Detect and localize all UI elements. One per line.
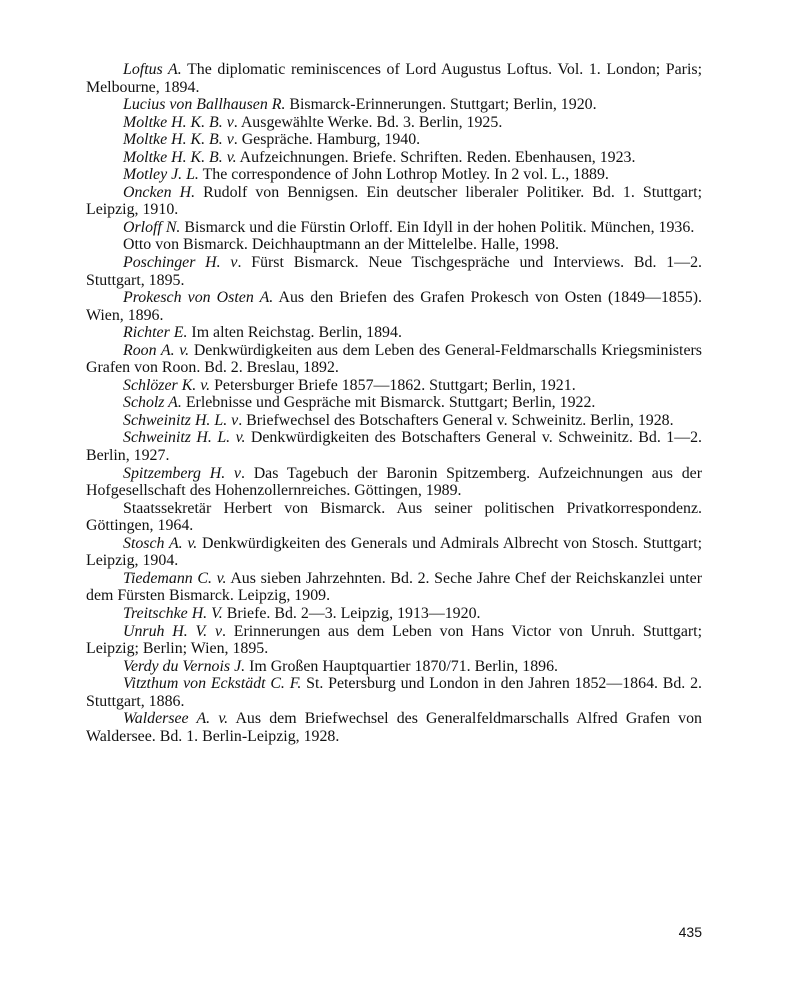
bibliography-entry — [86, 324, 702, 342]
bibliography-entry — [86, 710, 702, 745]
entry-author: Vitzthum von Eckstädt C. F. — [123, 675, 302, 693]
entry-text: . Erinnerungen aus dem Leben von Hans Victor von Unruh. Stuttgart; Leipzig; Berlin; Wien, 1895. — [86, 622, 702, 658]
bibliography-entry — [86, 236, 702, 254]
entry-text: . Briefwechsel des Botschafters General v. Schweinitz. Berlin, 1928. — [238, 411, 674, 429]
entry-text: Aufzeichnungen. Briefe. Schriften. Reden. Ebenhausen, 1923. — [236, 148, 636, 166]
entry-author: Schlözer K. v. — [123, 376, 211, 394]
bibliography-entry — [86, 605, 702, 623]
bibliography-entry — [86, 114, 702, 132]
bibliography-entry — [86, 623, 702, 658]
entry-author: Spitzemberg H. v — [123, 464, 241, 482]
entry-text: . Fürst Bismarck. Neue Tischgespräche und Interviews. Bd. 1—2. Stuttgart, 1895. — [86, 254, 702, 289]
bibliography-entry — [86, 394, 702, 412]
entry-author: Moltke H. K. B. v — [123, 113, 234, 131]
bibliography-entry — [86, 465, 702, 500]
entry-author: Unruh H. V. v — [123, 622, 222, 640]
entry-author: Verdy du Vernois J. — [123, 657, 246, 675]
entry-text: Im Großen Hauptquartier 1870/71. Berlin, 1896. — [245, 657, 559, 675]
entry-author: Moltke H. K. B. v. — [123, 148, 237, 166]
bibliography-entry — [86, 149, 702, 167]
entry-text: St. Petersburg und London in den Jahren 1852—1864. Bd. 2. Stuttgart, 1886. — [86, 675, 702, 710]
entry-text: Briefe. Bd. 2—3. Leipzig, 1913—1920. — [222, 604, 481, 622]
entry-author: Oncken H. — [123, 183, 196, 201]
bibliography-entry — [86, 570, 702, 605]
entry-text: Denkwürdigkeiten aus dem Leben des General-Feldmarschalls Kriegsministers Grafen von Roon. Bd. 2. Breslau, 1892. — [86, 341, 702, 377]
bibliography-entry — [86, 429, 702, 464]
bibliography-entry — [86, 131, 702, 149]
entry-author: Poschinger H. v — [123, 254, 238, 272]
entry-text: Rudolf von Bennigsen. Ein deutscher liberaler Politiker. Bd. 1. Stuttgart; Leipzig, 1910. — [86, 183, 702, 219]
entry-text: Denkwürdigkeiten des Botschafters General v. Schweinitz. Bd. 1—2. Berlin, 1927. — [86, 429, 702, 465]
entry-text: Aus dem Briefwechsel des Generalfeldmarschalls Alfred Grafen von Waldersee. Bd. 1. Berlin-Leipzig, 1928. — [86, 710, 703, 745]
bibliography-entry — [86, 289, 702, 324]
entry-text: Bismarck-Erinnerungen. Stuttgart; Berlin, 1920. — [285, 96, 597, 114]
bibliography-entry — [86, 219, 702, 237]
entry-author: Moltke H. K. B. v — [123, 131, 234, 149]
bibliography-entry — [86, 166, 702, 184]
entry-text: . Ausgewählte Werke. Bd. 3. Berlin, 1925. — [233, 113, 503, 131]
entry-author: Motley J. L. — [123, 166, 199, 184]
entry-author: Schweinitz H. L. v. — [123, 429, 246, 447]
entry-text: Erlebnisse und Gespräche mit Bismarck. Stuttgart; Berlin, 1922. — [181, 394, 596, 412]
entry-text: Staatssekretär Herbert von Bismarck. Aus seiner politischen Privatkorrespondenz. Göttingen, 1964. — [86, 499, 702, 535]
bibliography-entry — [86, 675, 702, 710]
entry-text: Aus sieben Jahrzehnten. Bd. 2. Seche Jahre Chef der Reichskanzlei unter dem Fürsten Bismarck. Leipzig, 1909. — [86, 569, 702, 605]
entry-text: Im alten Reichstag. Berlin, 1894. — [187, 324, 402, 342]
entry-text: Bismarck und die Fürstin Orloff. Ein Idyll in der hohen Politik. München, 1936. — [180, 218, 695, 236]
entry-author: Stosch A. v. — [123, 534, 198, 552]
entry-author: Tiedemann C. v. — [123, 569, 227, 587]
page-number: 435 — [678, 924, 702, 940]
entry-text: The diplomatic reminiscences of Lord Augustus Loftus. Vol. 1. London; Paris; Melbourne, 1894. — [86, 61, 702, 96]
entry-author: Loftus A. — [123, 61, 182, 78]
entry-author: Scholz A. — [123, 394, 182, 412]
entry-author: Schweinitz H. L. v — [123, 411, 239, 429]
bibliography-entry — [86, 96, 702, 114]
entry-author: Richter E. — [123, 324, 188, 342]
entry-author: Roon A. v. — [123, 341, 190, 359]
entry-text: Aus den Briefen des Grafen Prokesch von Osten (1849—1855). Wien, 1896. — [86, 289, 702, 324]
bibliography-entry — [86, 184, 702, 219]
entry-text: The correspondence of John Lothrop Motley. In 2 vol. L., 1889. — [198, 166, 609, 184]
entry-text: Denkwürdigkeiten des Generals und Admirals Albrecht von Stosch. Stuttgart; Leipzig, 1904. — [86, 534, 702, 570]
bibliography-entry — [86, 342, 702, 377]
bibliography-entry — [86, 254, 702, 289]
entry-author: Lucius von Ballhausen R. — [123, 96, 286, 114]
entry-text: Petersburger Briefe 1857—1862. Stuttgart; Berlin, 1921. — [210, 376, 576, 394]
bibliography-entry — [86, 61, 702, 96]
bibliography-entry — [86, 500, 702, 535]
entry-text: . Das Tagebuch der Baronin Spitzemberg. Aufzeichnungen aus der Hofgesellschaft des Hohenzollernreiches. Göttingen, 1989. — [86, 464, 703, 500]
entry-text: . Gespräche. Hamburg, 1940. — [233, 131, 421, 149]
bibliography-entry — [86, 412, 702, 430]
bibliography-entry — [86, 377, 702, 395]
bibliography-entry — [86, 535, 702, 570]
entry-author: Orloff N. — [123, 218, 181, 236]
bibliography-entry — [86, 658, 702, 676]
entry-author: Treitschke H. V. — [123, 604, 223, 622]
entry-author: Prokesch von Osten A. — [123, 289, 274, 307]
entry-text: Otto von Bismarck. Deichhauptmann an der Mittelelbe. Halle, 1998. — [123, 236, 559, 254]
bibliography-list — [86, 61, 702, 745]
entry-author: Waldersee A. v. — [123, 710, 229, 728]
